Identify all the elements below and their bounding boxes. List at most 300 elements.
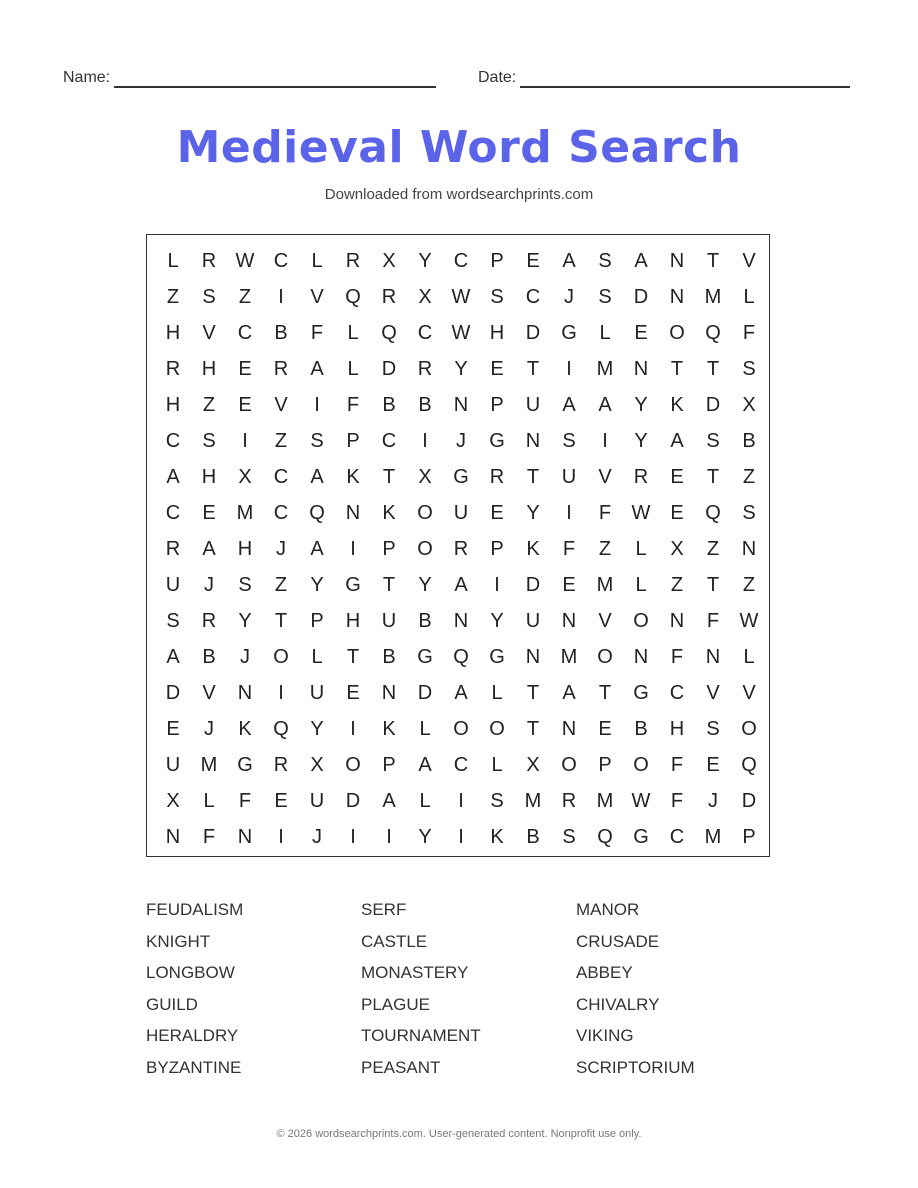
grid-cell: N	[237, 682, 253, 704]
grid-cell: C	[273, 250, 289, 272]
grid-cell: Z	[742, 466, 756, 488]
grid-cell: I	[350, 826, 356, 848]
grid-cell: N	[453, 610, 469, 632]
grid-cell: C	[237, 322, 253, 344]
grid-cell: S	[562, 430, 576, 452]
grid-row	[147, 603, 769, 639]
grid-cell: K	[382, 502, 396, 524]
grid-cell: V	[274, 394, 288, 416]
grid-cell: X	[526, 754, 540, 776]
grid-cell: K	[382, 718, 396, 740]
word-list-item: PLAGUE	[361, 994, 430, 1014]
grid-cell: Z	[238, 286, 252, 308]
grid-cell: R	[165, 538, 181, 560]
grid-cell: Q	[381, 322, 397, 344]
grid-cell: G	[453, 466, 469, 488]
grid-cell: A	[562, 682, 576, 704]
grid-cell: V	[202, 682, 216, 704]
date-field	[478, 68, 850, 88]
grid-cell: N	[561, 718, 577, 740]
grid-cell: B	[634, 718, 648, 740]
grid-cell: E	[166, 718, 180, 740]
grid-cell: B	[418, 610, 432, 632]
grid-cell: E	[670, 466, 684, 488]
grid-cell: S	[238, 574, 252, 596]
grid-cell: N	[345, 502, 361, 524]
grid-row	[147, 423, 769, 459]
grid-cell: U	[309, 682, 325, 704]
grid-cell: B	[526, 826, 540, 848]
grid-cell: T	[598, 682, 612, 704]
grid-cell: O	[741, 718, 757, 740]
grid-cell: Q	[309, 502, 325, 524]
grid-cell: Q	[741, 754, 757, 776]
grid-cell: C	[273, 466, 289, 488]
grid-cell: U	[381, 610, 397, 632]
word-list-item: HERALDRY	[146, 1026, 239, 1045]
grid-cell: W	[451, 322, 471, 344]
name-label: Name:	[63, 69, 111, 86]
grid-cell: C	[669, 682, 685, 704]
grid-cell: H	[489, 322, 505, 344]
grid-cell: U	[525, 610, 541, 632]
grid-cell: Q	[345, 286, 361, 308]
grid-cell: Q	[453, 646, 469, 668]
grid-cell: I	[566, 502, 572, 524]
grid-cell: O	[345, 754, 361, 776]
grid-cell: Q	[273, 718, 289, 740]
grid-cell: O	[417, 538, 433, 560]
grid-cell: E	[706, 754, 720, 776]
grid-row	[147, 243, 769, 279]
grid-cell: Z	[274, 430, 288, 452]
grid-cell: I	[314, 394, 320, 416]
grid-cell: A	[634, 250, 648, 272]
word-list-item: TOURNAMENT	[361, 1026, 481, 1045]
grid-cell: Y	[310, 574, 324, 596]
grid-cell: R	[489, 466, 505, 488]
grid-cell: I	[278, 286, 284, 308]
grid-cell: F	[310, 322, 324, 344]
grid-cell: N	[525, 430, 541, 452]
grid-cell: I	[494, 574, 500, 596]
grid-cell: E	[274, 790, 288, 812]
grid-cell: N	[741, 538, 757, 560]
grid-row	[147, 639, 769, 675]
grid-cell: Z	[706, 538, 720, 560]
grid-cell: B	[274, 322, 288, 344]
page-subtitle: Downloaded from wordsearchprints.com	[324, 186, 594, 203]
grid-cell: A	[202, 538, 216, 560]
grid-cell: S	[742, 358, 756, 380]
grid-cell: D	[525, 574, 541, 596]
grid-cell: M	[704, 286, 722, 308]
grid-cell: O	[273, 646, 289, 668]
grid-cell: O	[597, 646, 613, 668]
grid-cell: T	[706, 358, 720, 380]
name-line	[114, 72, 436, 88]
grid-cell: U	[165, 574, 181, 596]
grid-cell: V	[742, 250, 756, 272]
grid-cell: Y	[490, 610, 504, 632]
grid-cell: V	[598, 610, 612, 632]
grid-cell: E	[490, 358, 504, 380]
grid-cell: I	[422, 430, 428, 452]
grid-cell: T	[706, 250, 720, 272]
grid-row	[147, 387, 769, 423]
grid-cell: T	[382, 466, 396, 488]
grid-cell: P	[490, 394, 504, 416]
grid-cell: M	[596, 358, 614, 380]
grid-cell: Y	[634, 430, 648, 452]
grid-cell: N	[237, 826, 253, 848]
grid-cell: A	[310, 466, 324, 488]
grid-cell: U	[453, 502, 469, 524]
grid-cell: A	[418, 754, 432, 776]
grid-cell: K	[526, 538, 540, 560]
grid-cell: D	[705, 394, 721, 416]
grid-cell: A	[670, 430, 684, 452]
date-label: Date:	[478, 69, 517, 86]
grid-cell: E	[598, 718, 612, 740]
grid-cell: F	[670, 790, 684, 812]
grid-cell: S	[202, 286, 216, 308]
grid-cell: S	[742, 502, 756, 524]
grid-cell: G	[561, 322, 577, 344]
grid-cell: Y	[634, 394, 648, 416]
grid-cell: S	[562, 826, 576, 848]
grid-cell: K	[670, 394, 684, 416]
grid-cell: C	[417, 322, 433, 344]
grid-cell: C	[669, 826, 685, 848]
grid-cell: N	[669, 250, 685, 272]
grid-row	[147, 711, 769, 747]
grid-cell: G	[345, 574, 361, 596]
grid-cell: M	[560, 646, 578, 668]
grid-cell: E	[526, 250, 540, 272]
grid-cell: G	[237, 754, 253, 776]
grid-cell: F	[346, 394, 360, 416]
grid-cell: A	[166, 646, 180, 668]
grid-cell: A	[598, 394, 612, 416]
grid-cell: R	[417, 358, 433, 380]
grid-cell: N	[525, 646, 541, 668]
grid-cell: J	[276, 538, 286, 560]
grid-cell: I	[350, 718, 356, 740]
grid-cell: B	[382, 646, 396, 668]
grid-cell: T	[346, 646, 360, 668]
grid-cell: P	[598, 754, 612, 776]
grid-cell: G	[633, 826, 649, 848]
grid-cell: K	[238, 718, 252, 740]
name-field	[63, 68, 436, 88]
grid-cell: R	[633, 466, 649, 488]
grid-cell: G	[489, 646, 505, 668]
grid-cell: L	[311, 250, 323, 272]
grid-cell: F	[598, 502, 612, 524]
grid-cell: N	[705, 646, 721, 668]
grid-cell: Z	[742, 574, 756, 596]
grid-cell: L	[347, 322, 359, 344]
word-list-item: GUILD	[146, 994, 198, 1014]
grid-cell: R	[273, 754, 289, 776]
grid-row	[147, 351, 769, 387]
grid-cell: N	[381, 682, 397, 704]
grid-cell: E	[202, 502, 216, 524]
grid-cell: C	[453, 250, 469, 272]
grid-cell: E	[346, 682, 360, 704]
grid-cell: H	[345, 610, 361, 632]
grid-cell: E	[238, 358, 252, 380]
grid-cell: F	[238, 790, 252, 812]
grid-cell: C	[273, 502, 289, 524]
grid-cell: L	[743, 286, 755, 308]
word-list-item: ABBEY	[576, 963, 633, 982]
grid-cell: B	[418, 394, 432, 416]
grid-cell: O	[669, 322, 685, 344]
grid-cell: D	[165, 682, 181, 704]
grid-cell: M	[524, 790, 542, 812]
grid-cell: S	[202, 430, 216, 452]
page-title: Medieval Word Search	[176, 122, 742, 173]
grid-cell: T	[706, 466, 720, 488]
grid-cell: W	[235, 250, 255, 272]
grid-cell: Z	[274, 574, 288, 596]
grid-cell: T	[706, 574, 720, 596]
grid-cell: Z	[670, 574, 684, 596]
grid-cell: D	[345, 790, 361, 812]
grid-cell: B	[742, 430, 756, 452]
grid-cell: Q	[705, 502, 721, 524]
grid-cell: H	[669, 718, 685, 740]
grid-cell: P	[382, 538, 396, 560]
grid-cell: I	[350, 538, 356, 560]
grid-cell: C	[165, 430, 181, 452]
grid-cell: J	[708, 790, 718, 812]
header-fields	[0, 68, 918, 92]
grid-cell: V	[202, 322, 216, 344]
grid-cell: H	[201, 358, 217, 380]
word-list-item: BYZANTINE	[146, 1057, 242, 1077]
grid-cell: X	[742, 394, 756, 416]
word-list-item: SCRIPTORIUM	[576, 1057, 695, 1077]
grid-cell: N	[669, 610, 685, 632]
grid-cell: T	[274, 610, 288, 632]
grid-cell: J	[204, 574, 214, 596]
grid-cell: S	[310, 430, 324, 452]
grid-cell: T	[382, 574, 396, 596]
grid-cell: E	[238, 394, 252, 416]
grid-cell: T	[526, 718, 540, 740]
grid-cell: Z	[202, 394, 216, 416]
grid-cell: H	[165, 322, 181, 344]
grid-cell: L	[347, 358, 359, 380]
grid-cell: Y	[238, 610, 252, 632]
grid-cell: C	[381, 430, 397, 452]
grid-cell: G	[417, 646, 433, 668]
grid-cell: L	[419, 790, 431, 812]
grid-cell: C	[453, 754, 469, 776]
grid-cell: L	[743, 646, 755, 668]
grid-cell: S	[598, 250, 612, 272]
grid-cell: L	[599, 322, 611, 344]
grid-cell: D	[381, 358, 397, 380]
grid-cell: V	[742, 682, 756, 704]
grid-cell: W	[631, 790, 651, 812]
grid-cell: I	[602, 430, 608, 452]
grid-cell: N	[165, 826, 181, 848]
grid-cell: J	[240, 646, 250, 668]
word-list-item: CHIVALRY	[576, 994, 660, 1014]
grid-cell: L	[311, 646, 323, 668]
grid-cell: R	[381, 286, 397, 308]
grid-row	[147, 567, 769, 603]
grid-cell: P	[490, 250, 504, 272]
grid-cell: E	[634, 322, 648, 344]
grid-cell: M	[596, 790, 614, 812]
grid-cell: T	[526, 682, 540, 704]
letter-grid	[146, 234, 770, 857]
grid-cell: I	[458, 826, 464, 848]
grid-cell: N	[561, 610, 577, 632]
grid-cell: G	[633, 682, 649, 704]
grid-cell: H	[165, 394, 181, 416]
grid-cell: J	[456, 430, 466, 452]
footer-text: © 2026 wordsearchprints.com. User-generated content. Nonprofit use only.	[276, 1128, 642, 1140]
grid-cell: J	[564, 286, 574, 308]
grid-cell: S	[490, 286, 504, 308]
grid-cell: M	[200, 754, 218, 776]
grid-cell: L	[491, 682, 503, 704]
grid-row	[147, 315, 769, 351]
word-list-item: LONGBOW	[146, 963, 235, 982]
grid-cell: Z	[598, 538, 612, 560]
grid-cell: F	[670, 754, 684, 776]
grid-cell: I	[566, 358, 572, 380]
grid-cell: P	[382, 754, 396, 776]
grid-cell: F	[670, 646, 684, 668]
grid-cell: U	[561, 466, 577, 488]
grid-cell: R	[561, 790, 577, 812]
grid-cell: X	[670, 538, 684, 560]
grid-cell: K	[490, 826, 504, 848]
grid-cell: Y	[418, 574, 432, 596]
grid-cell: A	[166, 466, 180, 488]
grid-cell: P	[490, 538, 504, 560]
grid-cell: T	[526, 358, 540, 380]
grid-cell: X	[238, 466, 252, 488]
word-list-item: CASTLE	[361, 931, 428, 951]
grid-cell: S	[166, 610, 180, 632]
grid-cell: E	[562, 574, 576, 596]
grid-cell: N	[669, 286, 685, 308]
grid-row	[147, 531, 769, 567]
grid-row	[147, 783, 769, 819]
grid-cell: C	[525, 286, 541, 308]
grid-cell: J	[312, 826, 322, 848]
grid-cell: Y	[310, 718, 324, 740]
grid-cell: O	[633, 610, 649, 632]
grid-cell: R	[345, 250, 361, 272]
grid-cell: Y	[454, 358, 468, 380]
grid-cell: D	[525, 322, 541, 344]
grid-cell: Y	[418, 826, 432, 848]
grid-cell: X	[166, 790, 180, 812]
grid-cell: A	[562, 394, 576, 416]
grid-cell: V	[598, 466, 612, 488]
grid-cell: I	[386, 826, 392, 848]
grid-cell: Q	[705, 322, 721, 344]
grid-cell: R	[201, 610, 217, 632]
grid-cell: U	[165, 754, 181, 776]
grid-cell: I	[278, 826, 284, 848]
grid-cell: V	[706, 682, 720, 704]
grid-row	[147, 279, 769, 315]
grid-cell: N	[633, 358, 649, 380]
grid-row	[147, 459, 769, 495]
grid-cell: I	[278, 682, 284, 704]
grid-cell: R	[201, 250, 217, 272]
grid-cell: O	[633, 754, 649, 776]
grid-cell: B	[382, 394, 396, 416]
grid-cell: L	[635, 538, 647, 560]
grid-cell: M	[596, 574, 614, 596]
grid-cell: Y	[418, 250, 432, 272]
word-list-item: VIKING	[576, 1026, 634, 1045]
grid-cell: W	[451, 286, 471, 308]
grid-cell: G	[489, 430, 505, 452]
word-list-item: MONASTERY	[361, 963, 469, 982]
grid-cell: O	[417, 502, 433, 524]
grid-cell: Z	[166, 286, 180, 308]
grid-cell: M	[704, 826, 722, 848]
grid-cell: D	[417, 682, 433, 704]
grid-cell: D	[741, 790, 757, 812]
grid-cell: P	[346, 430, 360, 452]
grid-cell: S	[706, 430, 720, 452]
word-list-item: PEASANT	[361, 1057, 441, 1077]
grid-cell: L	[635, 574, 647, 596]
word-list-item: MANOR	[576, 900, 640, 919]
grid-cell: S	[598, 286, 612, 308]
grid-cell: F	[562, 538, 576, 560]
grid-cell: X	[382, 250, 396, 272]
word-list-item: CRUSADE	[576, 931, 660, 951]
grid-cell: L	[167, 250, 179, 272]
grid-row	[147, 747, 769, 783]
grid-cell: N	[453, 394, 469, 416]
grid-cell: F	[706, 610, 720, 632]
grid-cell: V	[310, 286, 324, 308]
grid-cell: B	[202, 646, 216, 668]
grid-cell: R	[165, 358, 181, 380]
grid-cell: S	[706, 718, 720, 740]
grid-cell: U	[525, 394, 541, 416]
grid-cell: N	[633, 646, 649, 668]
grid-cell: I	[242, 430, 248, 452]
grid-cell: M	[236, 502, 254, 524]
grid-cell: W	[739, 610, 759, 632]
grid-cell: P	[310, 610, 324, 632]
grid-cell: X	[418, 286, 432, 308]
grid-cell: O	[453, 718, 469, 740]
grid-cell: E	[670, 502, 684, 524]
grid-cell: P	[742, 826, 756, 848]
grid-cell: U	[309, 790, 325, 812]
grid-row	[147, 675, 769, 711]
date-line	[520, 72, 850, 88]
grid-cell: S	[490, 790, 504, 812]
